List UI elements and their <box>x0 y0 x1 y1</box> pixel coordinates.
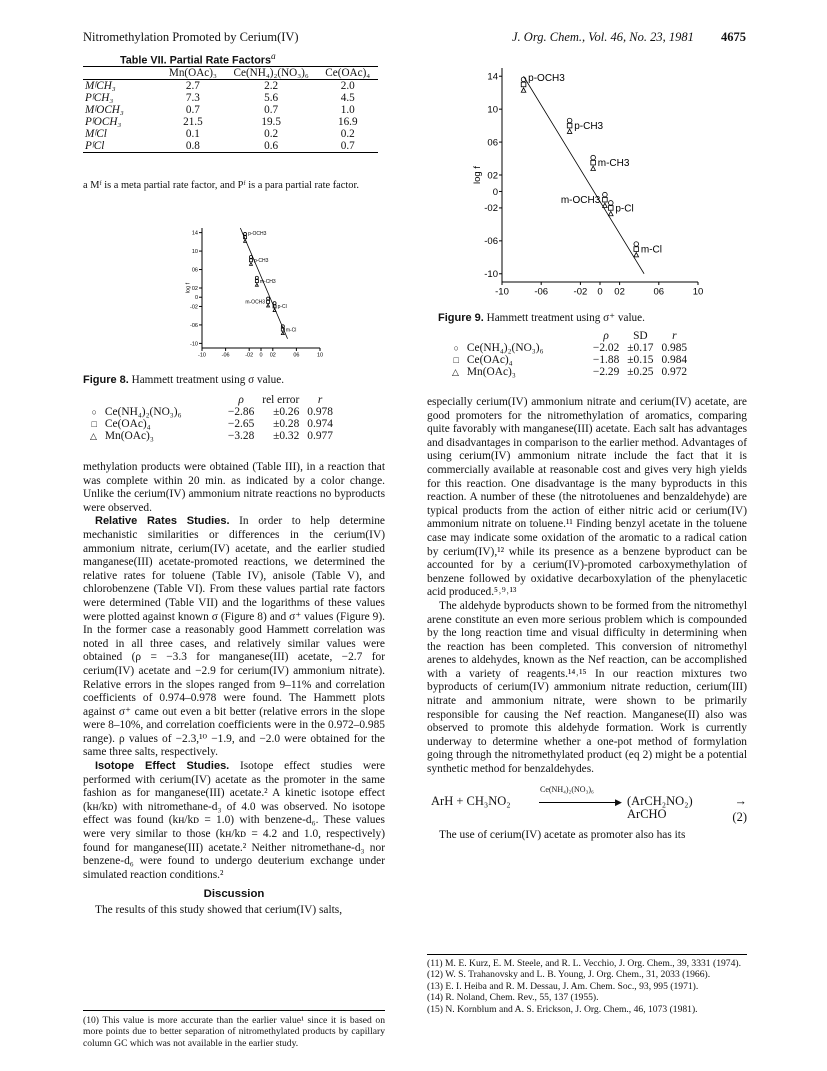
data-point-ceoac <box>608 206 613 211</box>
data-point-label: p-CH3 <box>253 258 269 265</box>
footnote-10: (10) This value is more accurate than the earlier value¹ since it is based on more points due to better separation of nitromethylated products by capillary column GC which was not available in the earlier study. <box>83 1015 385 1049</box>
figure8-plot <box>180 222 330 370</box>
data-point-label: m-CH3 <box>597 158 630 170</box>
reference-item: (11) M. E. Kurz, E. M. Steele, and R. L. Vecchio, J. Org. Chem., 39, 3331 (1974). <box>427 958 741 969</box>
discussion-heading: Discussion <box>203 888 265 901</box>
y-tick-label: -10 <box>190 341 198 348</box>
stats9-row <box>448 342 691 354</box>
stats9-head-sd: SD <box>633 330 648 342</box>
x-tick-label: 02 <box>269 352 276 359</box>
r-value: 0.977 <box>307 430 333 442</box>
stats8-head-err: rel error <box>262 394 300 406</box>
figure8-caption <box>83 374 284 386</box>
y-tick-label: 14 <box>191 230 198 237</box>
error-value: ±0.28 <box>273 418 300 430</box>
table7-cell: 5.6 <box>264 92 279 104</box>
data-point-label: m-OCH3 <box>245 299 266 306</box>
x-tick-label: -10 <box>495 286 509 298</box>
equation-2 <box>427 781 747 824</box>
y-tick-label: 02 <box>191 285 198 292</box>
y-tick-label: -02 <box>190 304 198 311</box>
promoter-name: Ce(NH₄)₂(NO₃)₆ <box>104 406 182 418</box>
table7-title-text: Table VII. Partial Rate Factors <box>120 54 272 67</box>
data-point-ceoac <box>255 280 258 283</box>
r-value: 0.985 <box>661 342 688 354</box>
error-value: ±0.25 <box>627 366 654 378</box>
section-heading: Isotope Effect Studies. <box>95 760 230 773</box>
x-tick-label: 06 <box>293 352 300 359</box>
table7-cell: 0.6 <box>225 140 318 153</box>
right-paragraph: The aldehyde byproducts shown to be formed from the nitromethyl arene constitute an even more serious problem which is compounded by the long reaction time and visual difficulty in determining when the reaction has been completed. This conversion of nitromethyl arenes to aldehydes, known as the Nef reaction, can be accomplished with a variety of reagents.¹⁴˒¹⁵ In our reaction mixtures two byproducts of cerium(IV) ammonium nitrate reduction, cerium(III) nitrate and ammonium nitrate, were shown to be primarily responsible for causing the Nef reaction. Manganese(II) also was observed to promote this aldehyde formation. Work is currently underway to determine whether a one-pot method of formylation going through the nitromethylated product (eq 2) might be a potential synthetic method for benzaldehydes. <box>427 599 747 776</box>
table7-cell: 0.2 <box>264 128 279 140</box>
x-tick-label: 10 <box>692 286 704 298</box>
promoter-name: Mn(OAc)₃ <box>104 430 154 442</box>
stats9-table <box>448 330 691 378</box>
y-axis-label: log f <box>185 282 192 294</box>
data-point-ceoac <box>521 82 526 87</box>
marker-symbol: □ <box>453 355 459 365</box>
table7-col-head: Mn(OAc)₃ <box>161 67 225 80</box>
table7-corner <box>83 67 161 80</box>
data-point-label: m-CH3 <box>259 278 276 285</box>
data-point-mnoac <box>267 304 270 307</box>
table7-cell: 2.2 <box>264 80 279 92</box>
y-tick-label: 06 <box>191 267 198 274</box>
figure8-caption-text: Hammett treatment using σ value. <box>131 374 284 386</box>
x-tick-label: 0 <box>259 352 263 359</box>
data-point-mnoac <box>567 129 572 133</box>
marker-symbol: △ <box>452 366 459 377</box>
table7-cell: 0.7 <box>264 104 279 116</box>
figure9-caption <box>438 311 645 324</box>
table7-cell: 16.9 <box>337 116 358 128</box>
data-point-ceoac <box>603 197 608 202</box>
references <box>427 958 747 1015</box>
section-heading: Relative Rates Studies. <box>95 515 230 528</box>
rho-value: −3.28 <box>227 430 255 442</box>
r-value: 0.978 <box>307 406 333 418</box>
reference-item: (12) W. S. Trahanovsky and L. B. Young, J. Org. Chem., 31, 2033 (1966). <box>427 969 711 981</box>
left-paragraph: The results of this study showed that cerium(IV) salts, <box>95 904 343 916</box>
figure8-caption-label: Figure 8. <box>83 374 129 386</box>
table7-cell: 0.7 <box>318 140 378 153</box>
table7-row-label: MᶠCH₃ <box>85 80 116 92</box>
error-value: ±0.26 <box>273 406 300 418</box>
data-point-mnoac <box>603 203 608 207</box>
table7-cell: 0.7 <box>185 104 200 116</box>
rho-value: −2.86 <box>227 406 255 418</box>
data-point-ceran <box>255 276 258 279</box>
data-point-mnoac <box>249 263 252 266</box>
table7-col-head: Ce(OAc)₄ <box>318 67 378 80</box>
r-value: 0.984 <box>661 354 688 366</box>
table7-cell: 2.7 <box>185 80 200 92</box>
table7-row-label: MᶠCl <box>85 128 107 140</box>
eq-left: ArH + CH₃NO₂ <box>431 793 511 808</box>
stats9-head-rho: ρ <box>603 330 609 342</box>
figure9-caption-label: Figure 9. <box>438 312 484 324</box>
left-paragraph: Isotope effect studies were performed with cerium(IV) acetate as the promoter in the same fashion as for manganese(III) acetate.² A kinetic isotope effect (kʜ/kᴅ) with nitromethane-d₃ of 4.0 was observed. No isotope effect was found (kʜ/kᴅ = 1.0) with benzene-d₆. These values were very similar to those (kʜ/kᴅ = 4.2 and 1.0, respectively) found for manganese(III) acetate.² Neither nitromethane-d₃ nor benzene-d₆ were found to undergo deuterium exchange under simulated reaction conditions.² <box>83 760 385 881</box>
data-point-label: m-Cl <box>640 244 662 256</box>
data-point-mnoac <box>244 239 247 242</box>
table7-cell: 0.2 <box>340 128 355 140</box>
left-paragraph: methylation products were obtained (Table III), in a reaction that was complete within 20 min. as indicated by a color change. Unlike the cerium(IV) ammonium nitrate reactions no byproducts were observed. <box>83 461 385 514</box>
data-point-mnoac <box>521 88 526 92</box>
reference-item: (13) E. I. Heiba and R. M. Dessau, J. Am. Chem. Soc., 93, 995 (1971). <box>427 980 699 992</box>
table7-row <box>83 116 378 128</box>
marker-symbol: △ <box>90 430 97 441</box>
rho-value: −2.02 <box>592 342 620 354</box>
table7-col-head: Ce(NH₄)₂(NO₃)₆ <box>225 67 318 80</box>
promoter-name: Ce(OAc)₄ <box>104 418 151 430</box>
error-value: ±0.32 <box>273 430 300 442</box>
table7-cell: 1.0 <box>340 104 355 116</box>
promoter-name: Ce(NH₄)₂(NO₃)₆ <box>466 342 544 354</box>
r-value: 0.972 <box>661 366 688 378</box>
table7-cell: 7.3 <box>185 92 200 104</box>
y-tick-label: 06 <box>487 137 498 149</box>
data-point-ceran <box>267 297 270 300</box>
right-paragraph: The use of cerium(IV) acetate as promoter also has its <box>439 828 686 841</box>
data-point-ceoac <box>249 259 252 262</box>
table7-footnote: a Mᶠ is a meta partial rate factor, and Pᶠ is a para partial rate factor. <box>83 180 359 191</box>
data-point-label: m-OCH3 <box>560 195 601 207</box>
stats8-head-rho: ρ <box>238 394 244 406</box>
x-tick-label: 02 <box>614 286 625 298</box>
reference-item: (14) R. Noland, Chem. Rev., 55, 137 (1955). <box>427 992 599 1004</box>
left-paragraph: In order to help determine mechanistic similarities or differences in the cerium(IV) ammonium nitrate, cerium(IV) acetate, and the earlier studied manganese(III) acetate-promoted reactions, we determined the relative rates for toluene (Table IV), anisole (Table V), and chlorobenzene (Table VI). From these values partial rate factors were determined (Table VII) and the logarithms of these values were plotted against known σ (Figure 8) and σ⁺ values (Figure 9). In the former case a reasonably good Hammett correlation was noted in all three cases, and relatively similar values were obtained (ρ = −3.3 for manganese(III) acetate, −2.7 for cerium(IV) acetate and −2.9 for cerium(IV) ammonium nitrate). Relative errors in the slopes ranged from 9–11% and correlation coefficients of 0.974–0.978 were found. The Hammett plots against σ⁺ came out even a bit better (relative errors in the slope were 8–10%, and correlation coefficients were in the 0.972–0.985 range). ρ values of −2.3,¹⁰ −1.9, and −2.0 were obtained for the same three salts, respectively. <box>83 515 385 759</box>
data-point-label: m-Cl <box>285 327 297 334</box>
x-tick-label: 0 <box>597 286 603 298</box>
data-point-ceran <box>591 155 596 160</box>
y-tick-label: 14 <box>487 71 498 83</box>
error-value: ±0.15 <box>627 354 654 366</box>
data-point-ceoac <box>634 247 639 252</box>
data-point-label: p-Cl <box>615 203 634 215</box>
y-tick-label: 10 <box>487 104 498 116</box>
rho-value: −2.65 <box>227 418 255 430</box>
running-header-title: Nitromethylation Promoted by Cerium(IV) <box>83 30 299 44</box>
table7-row <box>83 80 378 93</box>
data-point-mnoac <box>634 253 639 257</box>
data-point-ceoac <box>591 160 596 165</box>
eq-number: (2) <box>732 809 747 824</box>
references-rule <box>427 954 747 955</box>
eq-arrow <box>539 802 619 803</box>
error-value: ±0.17 <box>627 342 654 354</box>
regression-line <box>524 76 645 274</box>
data-point-mnoac <box>608 211 613 215</box>
data-point-label: p-OCH3 <box>528 73 565 85</box>
promoter-name: Ce(OAc)₄ <box>466 354 513 366</box>
y-tick-label: -06 <box>484 236 498 248</box>
promoter-name: Mn(OAc)₃ <box>466 366 516 378</box>
data-point-ceoac <box>267 300 270 303</box>
stats9-head-r: r <box>672 330 677 342</box>
y-tick-label: 0 <box>492 186 498 198</box>
table7-row-label: PᶠCl <box>83 140 161 153</box>
stats8-row <box>86 406 337 418</box>
y-tick-label: 02 <box>487 170 498 182</box>
rho-value: −1.88 <box>592 354 620 366</box>
marker-symbol: ○ <box>453 343 459 353</box>
x-tick-label: -02 <box>573 286 588 298</box>
stats9-row <box>448 354 691 366</box>
data-point-ceran <box>273 302 276 305</box>
table7-row <box>83 104 378 116</box>
table7-row <box>83 128 378 140</box>
eq-arrowhead: ▶ <box>615 796 622 807</box>
marker-symbol: □ <box>91 419 97 429</box>
right-paragraph: especially cerium(IV) ammonium nitrate and cerium(IV) acetate, are good promoters for the nitromethylation of aromatics, comparing quite favorably with manganese(III) acetate. Each salt has advantages and disadvantages in comparison to the earlier method. Advantages of using cerium(IV) ammonium nitrate include the fact that it is commercially available at reasonable cost and gives very high yields for this reaction. One disadvantage is the many byproducts in this reaction. A number of these (the nitrotoluenes and benzaldehyde) are typical products from the action of either nitric acid or cerium(IV) ammonium nitrate on toluene.¹¹ Finding benzyl acetate in the toluene case may indicate some oxidation of the aromatic to a radical cation by cerium(IV),¹² while its presence as a benzene byproduct can be accounted for by a cerium(IV)-promoted carboxymethylation of benzene followed by oxidative decarboxylation of the phenylacetic acid produced.⁵˒⁹˒¹³ <box>427 396 747 599</box>
table7 <box>83 66 378 153</box>
data-point-ceoac <box>567 123 572 128</box>
reference-item: (15) N. Kornblum and A. S. Erickson, J. Org. Chem., 46, 1073 (1981). <box>427 1003 698 1015</box>
table7-row <box>83 92 378 104</box>
y-tick-label: -06 <box>190 322 198 329</box>
data-point-mnoac <box>273 309 276 312</box>
rho-value: −2.29 <box>592 366 620 378</box>
data-point-ceran <box>634 242 639 247</box>
table7-cell: 4.5 <box>340 92 355 104</box>
data-point-ceran <box>567 118 572 123</box>
footnote-rule <box>83 1010 385 1011</box>
data-point-ceran <box>249 256 252 259</box>
running-header-journal: J. Org. Chem., Vol. 46, No. 23, 1981 <box>512 30 694 44</box>
data-point-label: p-CH3 <box>574 121 604 133</box>
table7-cell: 0.1 <box>185 128 200 140</box>
table7-cell: 21.5 <box>183 116 203 128</box>
figure9-plot <box>470 60 710 305</box>
y-tick-label: 0 <box>194 295 198 302</box>
left-column <box>83 461 385 918</box>
table7-row-label: PᶠCH₃ <box>85 92 114 104</box>
x-tick-label: -06 <box>534 286 549 298</box>
eq-over: Ce(NH₄)₂(NO₃)₆ <box>540 784 594 794</box>
y-axis-label: log f <box>472 166 484 184</box>
stats8-head-r: r <box>317 394 323 406</box>
table7-row-label: PᶠOCH₃ <box>85 116 122 128</box>
x-tick-label: 06 <box>653 286 665 298</box>
r-value: 0.974 <box>307 418 333 430</box>
table7-row-label: MᶠOCH₃ <box>85 104 124 116</box>
right-column <box>427 396 747 842</box>
x-tick-label: 10 <box>316 352 324 359</box>
data-point-ceran <box>603 192 608 197</box>
stats8-table <box>86 394 337 442</box>
table7-row <box>83 140 378 153</box>
table7-title <box>120 52 276 67</box>
table7-cell: 0.8 <box>161 140 225 153</box>
table7-cell: 19.5 <box>261 116 281 128</box>
x-tick-label: -02 <box>245 352 254 359</box>
y-tick-label: -10 <box>484 269 498 281</box>
data-point-mnoac <box>255 283 258 286</box>
stats9-row <box>448 366 691 378</box>
eq-right: (ArCH₂NO₂) → ArCHO <box>627 793 747 822</box>
y-tick-label: -02 <box>484 203 498 215</box>
y-tick-label: 10 <box>191 249 198 256</box>
data-point-label: p-Cl <box>277 304 287 311</box>
stats8-row <box>86 430 337 442</box>
data-point-mnoac <box>591 166 596 170</box>
marker-symbol: ○ <box>91 407 97 417</box>
data-point-mnoac <box>281 332 284 335</box>
figure9-caption-text: Hammett treatment using σ⁺ value. <box>486 312 645 324</box>
data-point-ceran <box>608 201 613 206</box>
stats8-row <box>86 418 337 430</box>
page-number: 4675 <box>721 30 746 44</box>
table7-cell: 2.0 <box>340 80 355 92</box>
data-point-ceran <box>244 232 247 235</box>
data-point-label: p-OCH3 <box>248 230 267 237</box>
table7-title-sup: a <box>271 52 276 62</box>
x-tick-label: -10 <box>198 352 206 359</box>
x-tick-label: -06 <box>221 352 230 359</box>
